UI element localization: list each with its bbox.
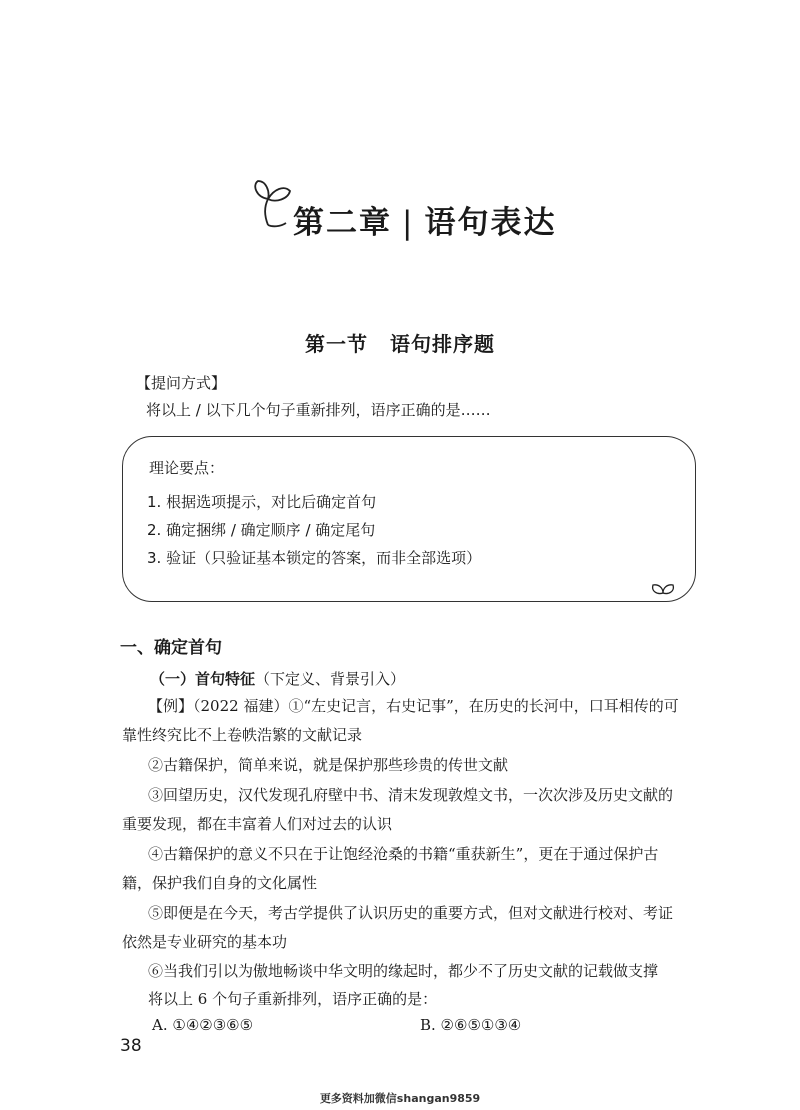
theory-item: 3. 验证（只验证基本锁定的答案，而非全部选项） <box>147 549 482 567</box>
example-line: ⑥当我们引以为傲地畅谈中华文明的缘起时，都少不了历史文献的记载做支撑 <box>148 962 659 980</box>
question-format-label: 【提问方式】 <box>136 374 227 392</box>
example-line: ④古籍保护的意义不只在于让饱经沧桑的书籍“重获新生”，更在于通过保护古 <box>148 845 659 863</box>
sub-heading-note: （下定义、背景引入） <box>255 670 406 688</box>
sub-heading-title: （一）首句特征 <box>150 670 256 688</box>
theory-heading: 理论要点： <box>149 459 225 477</box>
chapter-name: 语句表达 <box>424 205 557 241</box>
example-line: ③回望历史，汉代发现孔府壁中书、清末发现敦煌文书，一次次涉及历史文献的 <box>148 786 674 804</box>
example-line: 靠性终究比不上卷帙浩繁的文献记录 <box>122 726 363 744</box>
chapter-title <box>238 175 558 245</box>
option-b: B. ②⑥⑤①③④ <box>420 1016 522 1034</box>
section-name: 语句排序题 <box>390 332 495 356</box>
section-title <box>0 328 800 357</box>
example-line: 籍，保护我们自身的文化属性 <box>122 874 318 892</box>
option-a: A. ①④②③⑥⑤ <box>152 1016 254 1034</box>
example-line: 【例】（2022 福建）①“左史记言，右史记事”，在历史的长河中，口耳相传的可 <box>148 697 679 715</box>
example-line: 依然是专业研究的基本功 <box>122 933 288 951</box>
page-number: 38 <box>120 1036 142 1056</box>
question-format-text: 将以上 / 以下几个句子重新排列，语序正确的是…… <box>146 401 491 419</box>
footer-note: 更多资料加微信shangan9859 <box>319 1092 481 1105</box>
chapter-label: 第二章 <box>293 205 392 241</box>
example-line: ②古籍保护，简单来说，就是保护那些珍贵的传世文献 <box>148 756 509 774</box>
example-line: 重要发现，都在丰富着人们对过去的认识 <box>122 815 393 833</box>
sub-heading <box>150 668 405 689</box>
leaf-icon <box>649 581 677 597</box>
sprout-icon <box>246 175 296 230</box>
part-one-heading: 一、确定首句 <box>120 638 222 658</box>
theory-box <box>122 436 696 602</box>
chapter-separator: | <box>402 205 415 241</box>
theory-item: 1. 根据选项提示，对比后确定首句 <box>147 493 377 511</box>
theory-item: 2. 确定捆绑 / 确定顺序 / 确定尾句 <box>147 521 376 539</box>
example-line: 将以上 6 个句子重新排列，语序正确的是： <box>148 990 438 1008</box>
example-line: ⑤即便是在今天，考古学提供了认识历史的重要方式，但对文献进行校对、考证 <box>148 904 674 922</box>
section-label: 第一节 <box>305 332 368 356</box>
